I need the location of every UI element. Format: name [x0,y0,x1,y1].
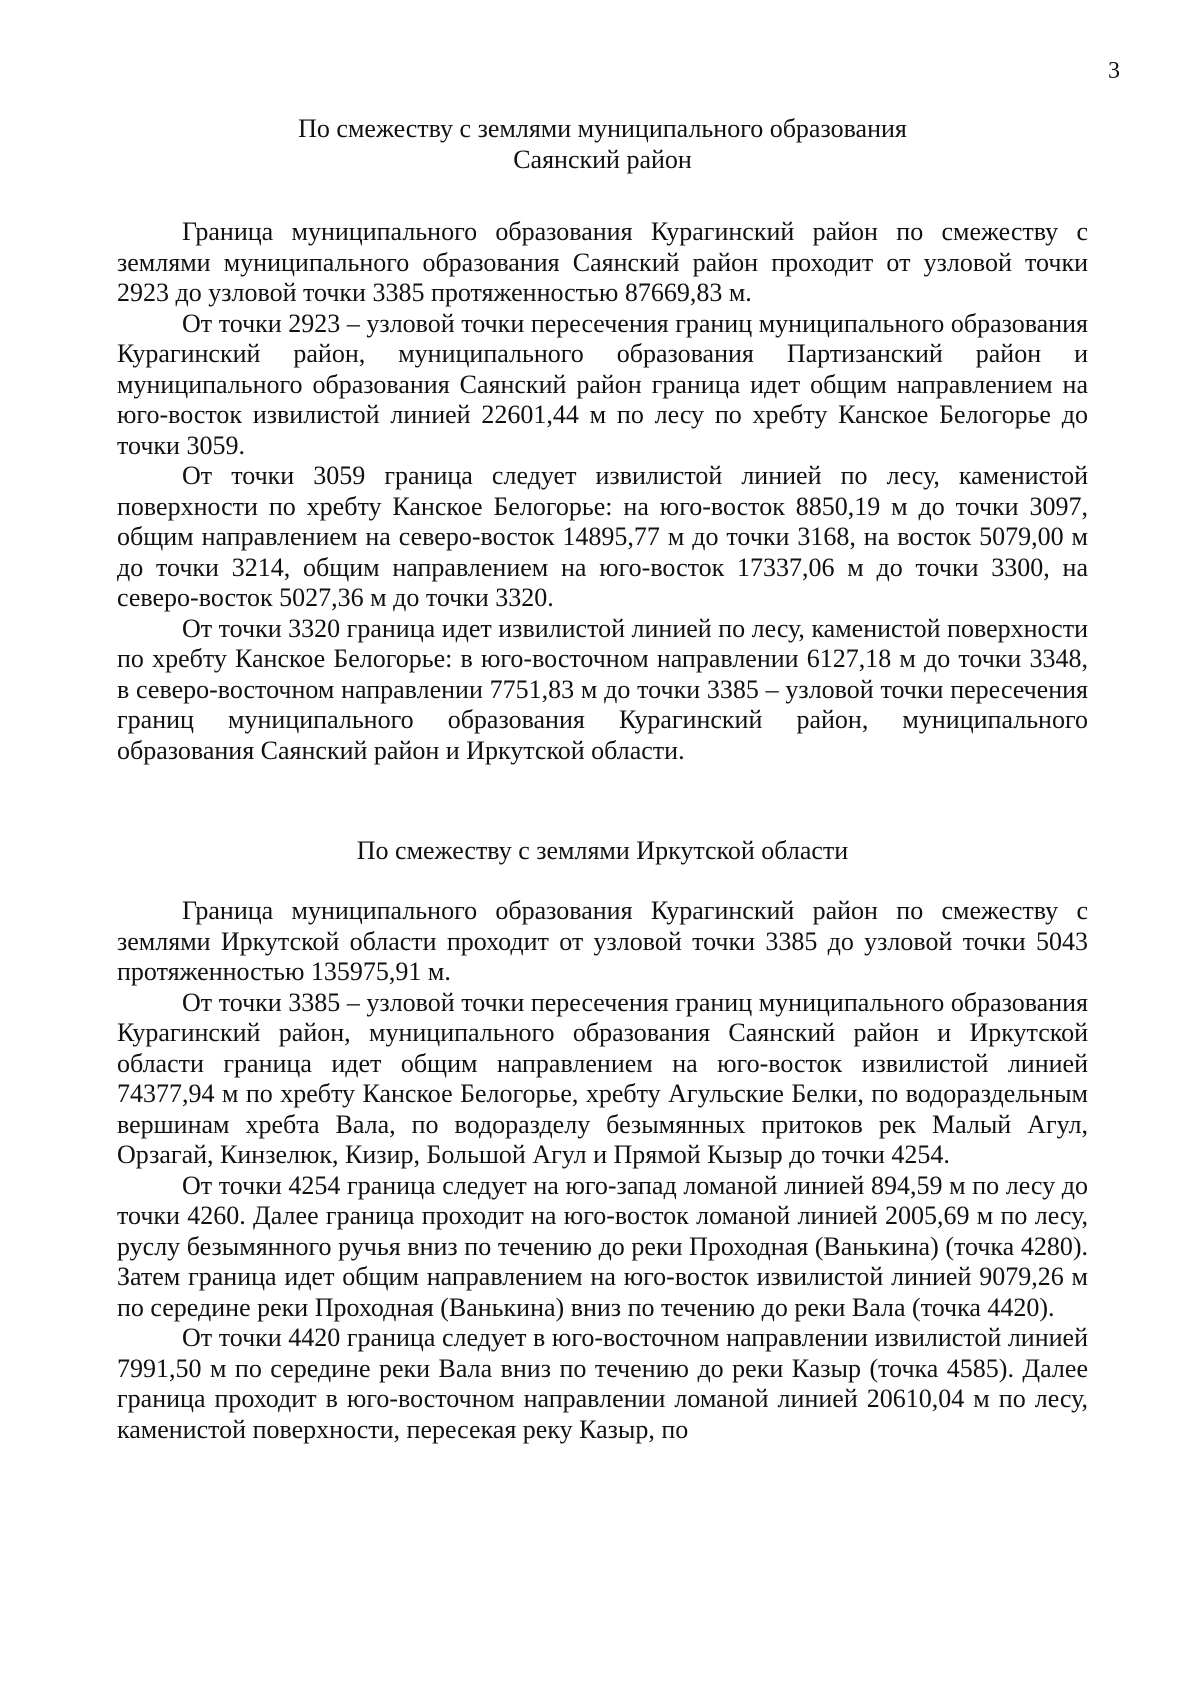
paragraph: От точки 2923 – узловой точки пересечения границ муниципального образования Курагинский район, муниципального образования Партизанский район и муниципального образования Саянский район граница идет общим направлением на юго-восток извилистой линией 22601,44 м по лесу по хребту Канское Белогорье до точки 3059. [117,308,1088,460]
paragraph: Граница муниципального образования Курагинский район по смежеству с землями муниципального образования Саянский район проходит от узловой точки 2923 до узловой точки 3385 протяженностью 87669,83 м. [117,217,1088,307]
section-body-irkutsk [117,896,1088,1445]
paragraph: От точки 4420 граница следует в юго-восточном направлении извилистой линией 7991,50 м по середине реки Вала вниз по течению до реки Казыр (точка 4585). Далее граница проходит в юго-восточном направлении ломаной линией 20610,04 м по лесу, каменистой поверхности, пересекая реку Казыр, по [117,1323,1088,1444]
section-heading-sayansky [117,114,1088,175]
paragraph: От точки 3320 граница идет извилистой линией по лесу, каменистой поверхности по хребту Канское Белогорье: в юго-восточном направлении 6127,18 м до точки 3348, в северо-восточном направлении 7751,83 м до точки 3385 – узловой точки пересечения границ муниципального образования Курагинский район, муниципального образования Саянский район и Иркутской области. [117,613,1088,765]
heading-line: По смежеству с землями муниципального образования [298,114,907,143]
heading-line: По смежеству с землями Иркутской области [356,836,849,865]
paragraph: Граница муниципального образования Курагинский район по смежеству с землями Иркутской области проходит от узловой точки 3385 до узловой точки 5043 протяженностью 135975,91 м. [117,896,1088,986]
paragraph: От точки 4254 граница следует на юго-запад ломаной линией 894,59 м по лесу до точки 4260. Далее граница проходит на юго-восток ломаной линией 2005,69 м по лесу, руслу безымянного ручья вниз по течению до реки Проходная (Ванькина) (точка 4280). Затем граница идет общим направлением на юго-восток извилистой линией 9079,26 м по середине реки Проходная (Ванькина) вниз по течению до реки Вала (точка 4420). [117,1170,1088,1322]
paragraph: От точки 3059 граница следует извилистой линией по лесу, каменистой поверхности по хребту Канское Белогорье: на юго-восток 8850,19 м до точки 3097, общим направлением на северо-восток 14895,77 м до точки 3168, на восток 5079,00 м до точки 3214, общим направлением на юго-восток 17337,06 м до точки 3300, на северо-восток 5027,36 м до точки 3320. [117,461,1088,612]
section-heading-irkutsk [117,836,1088,867]
heading-line: Саянский район [513,144,692,174]
section-body-sayansky [117,217,1088,766]
page-number: 3 [1108,58,1120,84]
paragraph: От точки 3385 – узловой точки пересечения границ муниципального образования Курагинский район, муниципального образования Саянский район и Иркутской области граница идет общим направлением на юго-восток извилистой линией 74377,94 м по хребту Канское Белогорье, хребту Агульские Белки, по водораздельным вершинам хребта Вала, по водоразделу безымянных притоков рек Малый Агул, Орзагай, Кинзелюк, Кизир, Большой Агул и Прямой Кызыр до точки 4254. [117,987,1088,1169]
